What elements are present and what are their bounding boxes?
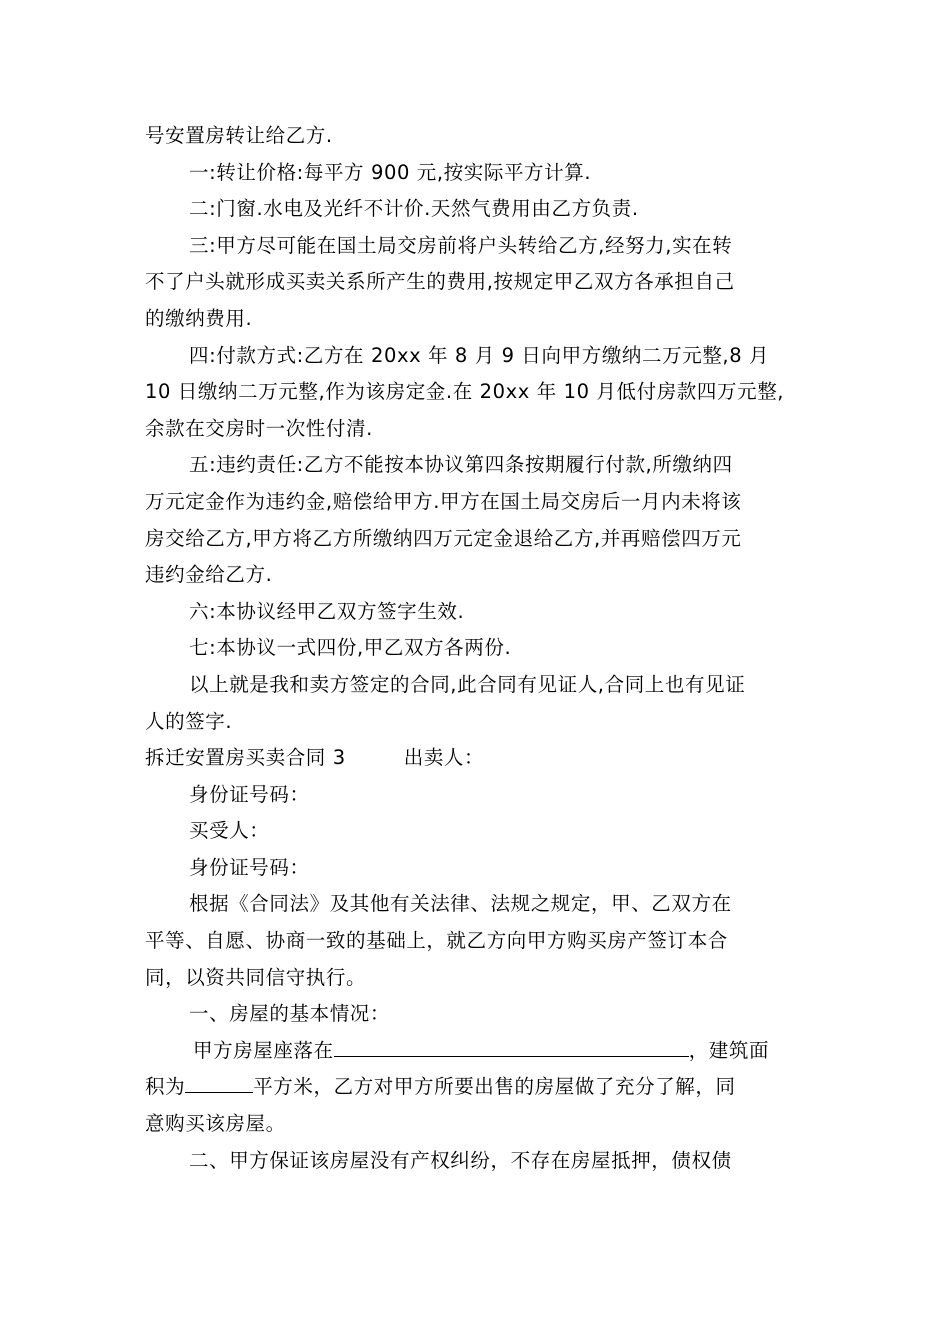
clause-liability: 五:违约责任:乙方不能按本协议第四条按期履行付款,所缴纳四 (189, 453, 733, 477)
clause-transfer: 三:甲方尽可能在国土局交房前将户头转给乙方,经努力,实在转 (189, 233, 733, 257)
clause-effective: 六:本协议经甲乙双方签字生效. (189, 599, 465, 623)
section-heading: 拆迁安置房买卖合同 3 (145, 746, 346, 770)
text-line: 的缴纳费用. (145, 306, 253, 330)
seller-label: 出卖人： (403, 746, 485, 770)
section2-line: 二、甲方保证该房屋没有产权纠纷，不存在房屋抵押，债权债 (189, 1148, 732, 1172)
text-line: 违约金给乙方. (145, 563, 273, 587)
area-row (145, 1069, 810, 1106)
house-location-prefix: 甲方房屋座落在 (193, 1038, 334, 1062)
text-line: 同，以资共同信守执行。 (145, 965, 367, 989)
agree-line: 意购买该房屋。 (145, 1112, 286, 1136)
text-line: 余款在交房时一次性付清. (145, 416, 373, 440)
text-line: 10 日缴纳二万元整,作为该房定金.在 20xx 年 10 月低付房款四万元整, (145, 380, 785, 404)
buyer-id-label: 身份证号码： (189, 855, 310, 879)
area-blank[interactable] (185, 1070, 253, 1093)
heading-row (145, 740, 810, 777)
text-line: 人的签字. (145, 709, 233, 733)
seller-id-label: 身份证号码： (189, 782, 310, 806)
house-location-suffix: ，建筑面 (688, 1038, 770, 1062)
basis-paragraph: 根据《合同法》及其他有关法律、法规之规定，甲、乙双方在 (189, 892, 732, 916)
text-line: 号安置房转让给乙方. (145, 124, 333, 147)
clause-payment: 四:付款方式:乙方在 20xx 年 8 月 9 日向甲方缴纳二万元整,8 月 (189, 343, 770, 367)
closing-remark: 以上就是我和卖方签定的合同,此合同有见证人,合同上也有见证 (189, 672, 746, 696)
house-location-blank[interactable] (334, 1034, 689, 1057)
clause-copies: 七:本协议一式四份,甲乙双方各两份. (189, 636, 512, 660)
text-line: 不了户头就形成买卖关系所产生的费用,按规定甲乙双方各承担自己 (145, 270, 735, 294)
buyer-label: 买受人： (189, 819, 270, 843)
text-line: 房交给乙方,甲方将乙方所缴纳四万元定金退给乙方,并再赔偿四万元 (145, 526, 742, 550)
document-body (145, 118, 810, 1179)
area-prefix: 积为 (145, 1075, 186, 1099)
text-line: 万元定金作为违约金,赔偿给甲方.甲方在国土局交房后一月内未将该 (145, 489, 742, 513)
clause-price: 一:转让价格:每平方 900 元,按实际平方计算. (189, 160, 592, 184)
text-line: 平等、自愿、协商一致的基础上，就乙方向甲方购买房产签订本合 (145, 929, 728, 953)
section1-title: 一、房屋的基本情况： (189, 1002, 391, 1026)
area-suffix: 平方米，乙方对甲方所要出售的房屋做了充分了解，同 (253, 1075, 736, 1099)
house-location-row (145, 1033, 810, 1070)
clause-fixtures: 二:门窗.水电及光纤不计价.天然气费用由乙方负责. (189, 197, 639, 221)
